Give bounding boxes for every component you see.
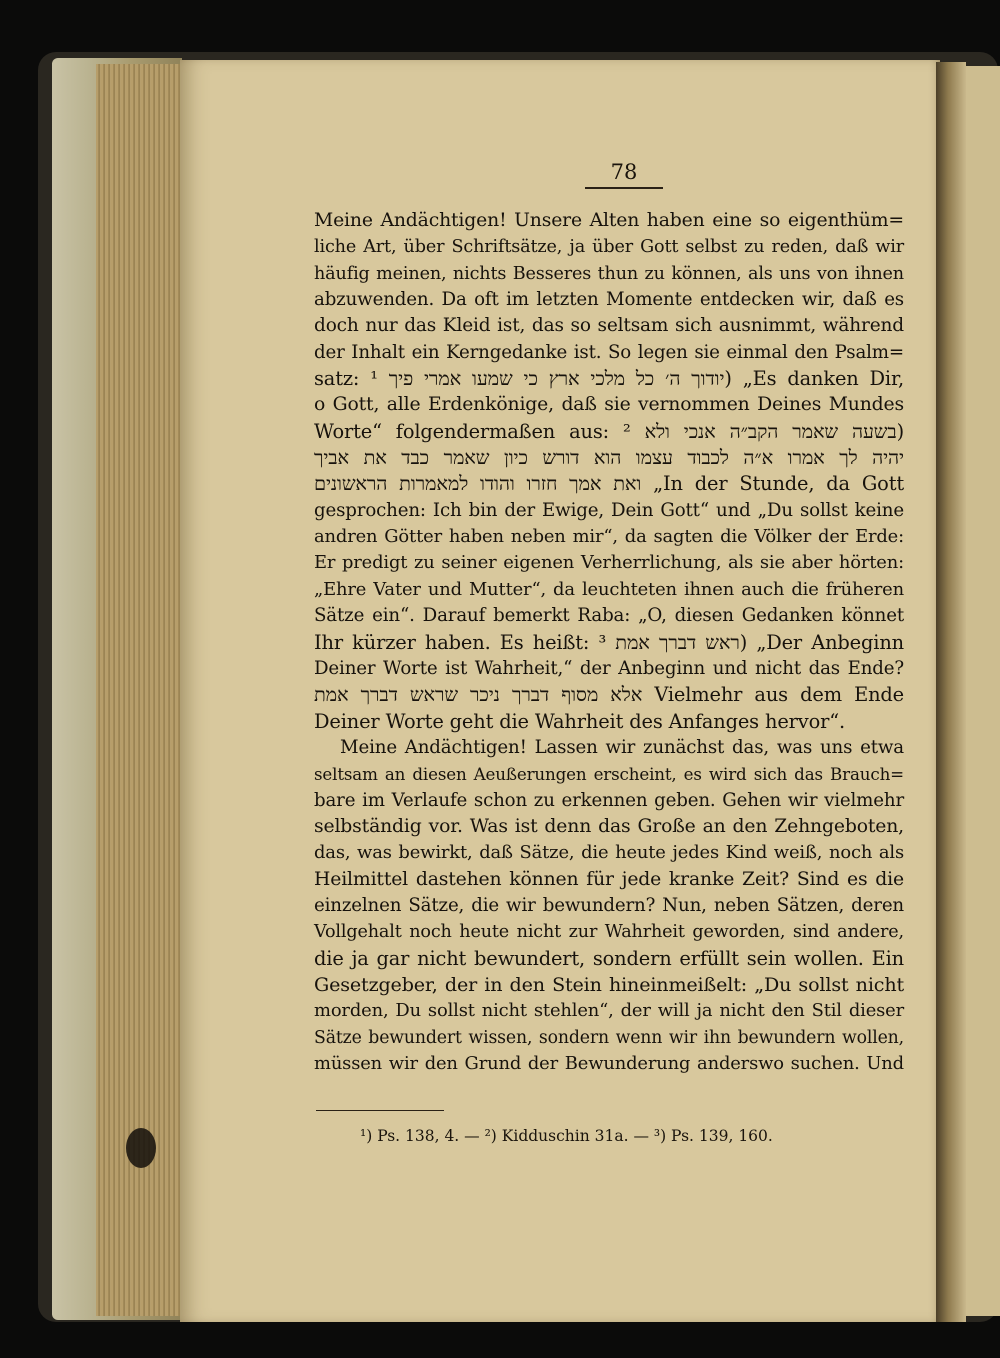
text-line: „Ehre Vater und Mutter“, da leuchteten ihnen auch die früheren xyxy=(314,578,904,600)
text-line: liche Art, über Schriftsätze, ja über Gott selbst zu reden, daß wir xyxy=(314,237,904,258)
book-gutter xyxy=(936,62,966,1322)
text-line: אלא מסוף דברך ניכר שראש דברך אמת Vielmehr aus dem Ende xyxy=(314,683,905,707)
text-line: Ihr kürzer haben. Es heißt: ראש דברך אמת ³) „Der Anbeginn xyxy=(314,630,905,654)
text-line: morden, Du sollst nicht stehlen“, der will ja nicht den Stil dieser xyxy=(314,1000,904,1022)
text-line: bare im Verlaufe schon zu erkennen geben. Gehen wir vielmehr xyxy=(314,789,904,811)
text-line: andren Götter haben neben mir“, da sagten die Völker der Erde: xyxy=(314,526,904,548)
text-line: Sätze ein“. Darauf bemerkt Raba: „O, diesen Gedanken könnet xyxy=(314,605,904,627)
text-line: der Inhalt ein Kerngedanke ist. So legen sie einmal den Psalm= xyxy=(314,341,904,363)
text-line: o Gott, alle Erdenkönige, daß sie vernommen Deines Mundes xyxy=(314,394,904,416)
text-line: gesprochen: Ich bin der Ewige, Dein Gott“ und „Du sollst keine xyxy=(314,499,904,521)
page-number-rule xyxy=(585,187,663,189)
text-line: Deiner Worte ist Wahrheit,“ der Anbeginn und nicht das Ende? xyxy=(314,657,904,679)
text-line: müssen wir den Grund der Bewunderung anderswo suchen. Und xyxy=(314,1053,904,1074)
text-line: häufig meinen, nichts Besseres thun zu können, als uns von ihnen xyxy=(314,263,904,284)
text-line: Gesetzgeber, der in den Stein hineinmeißelt: „Du sollst nicht xyxy=(314,972,904,996)
text-line: das, was bewirkt, daß Sätze, die heute jedes Kind weiß, noch als xyxy=(314,842,904,864)
text-line: selbständig vor. Was ist denn das Große an den Zehngeboten, xyxy=(314,815,904,837)
text-line: doch nur das Kleid ist, das so seltsam sich ausnimmt, während xyxy=(314,315,904,337)
text-line: seltsam an diesen Aeußerungen erscheint, es wird sich das Brauch= xyxy=(314,764,904,785)
page-number: 78 xyxy=(610,160,638,184)
body-text xyxy=(314,208,904,1077)
text-line: die ja gar nicht bewundert, sondern erfüllt sein wollen. Ein xyxy=(314,946,904,970)
text-line: Heilmittel dastehen können für jede kranke Zeit? Sind es die xyxy=(314,868,904,890)
text-line: Meine Andächtigen! Lassen wir zunächst das, was uns etwa xyxy=(340,736,904,758)
text-line: Deiner Worte geht die Wahrheit des Anfanges hervor“. xyxy=(314,709,846,733)
text-line: יהיה לך אמרו א״ה לכבוד עצמו הוא דורש כיון שאמר כבד את אביך xyxy=(314,446,904,470)
text-line: satz: יודוך ה׳ כל מלכי ארץ כי שמעו אמרי פיך ¹) „Es danken Dir, xyxy=(314,367,904,391)
next-page-edge xyxy=(966,66,1000,1316)
text-line: ואת אמך חזרו והודו למאמרות הראשונים „In der Stunde, da Gott xyxy=(314,472,904,496)
text-line: Worte“ folgendermaßen aus: בשעה שאמר הקב״ה אנכי ולא ²) xyxy=(314,419,904,443)
text-line: Er predigt zu seiner eigenen Verherrlichung, als sie aber hörten: xyxy=(314,552,904,574)
ink-stain xyxy=(126,1128,156,1168)
text-line: Sätze bewundert wissen, sondern wenn wir ihn bewundern wollen, xyxy=(314,1027,904,1048)
footnote-rule xyxy=(316,1110,444,1111)
footnotes: ¹) Ps. 138, 4. — ²) Kidduschin 31a. — ³) Ps. 139, 160. xyxy=(360,1127,773,1145)
text-line: Meine Andächtigen! Unsere Alten haben eine so eigenthüm= xyxy=(314,210,904,231)
text-line: abzuwenden. Da oft im letzten Momente entdecken wir, daß es xyxy=(314,289,904,311)
text-line: einzelnen Sätze, die wir bewundern? Nun, neben Sätzen, deren xyxy=(314,894,904,916)
text-line: Vollgehalt noch heute nicht zur Wahrheit geworden, sind andere, xyxy=(314,922,904,943)
